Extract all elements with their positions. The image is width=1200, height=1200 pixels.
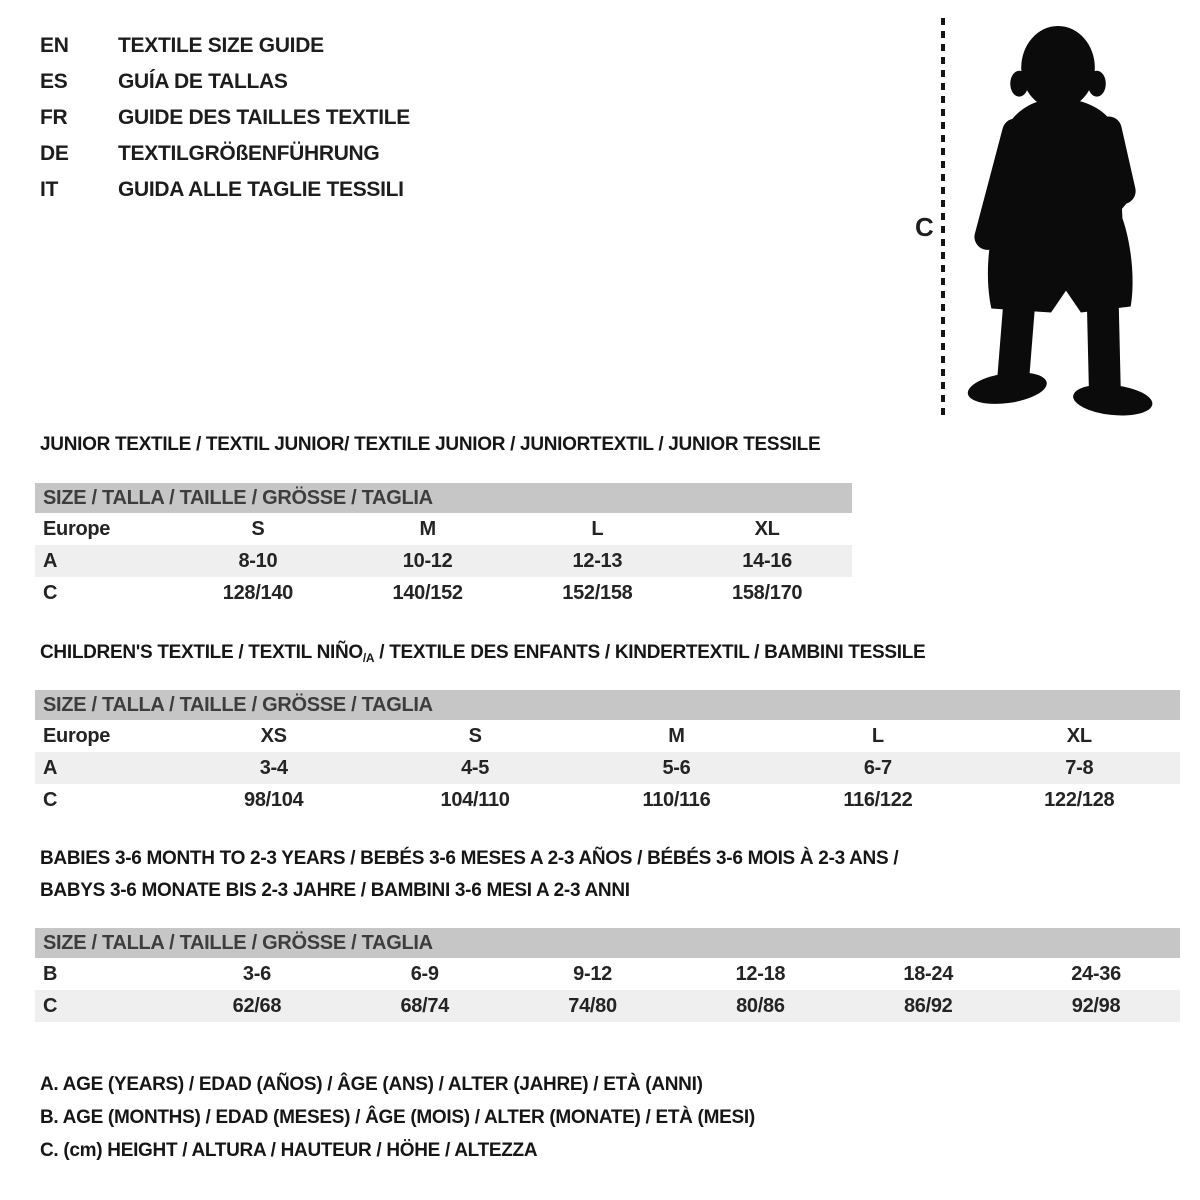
- row-label: C: [43, 788, 58, 811]
- height-dashed-line: [941, 18, 945, 416]
- size-cell: 3-6: [242, 962, 271, 985]
- size-cell: 9-12: [573, 962, 612, 985]
- size-cell: XL: [754, 517, 780, 540]
- size-cell: XS: [260, 724, 287, 747]
- language-label: TEXTILE SIZE GUIDE: [118, 34, 324, 57]
- size-cell: 152/158: [562, 581, 633, 604]
- size-cell: 116/122: [843, 788, 913, 811]
- size-cell: S: [468, 724, 482, 747]
- size-cell: 122/128: [1044, 788, 1115, 811]
- table-row: [35, 784, 1180, 816]
- children-title-sub: /A: [362, 651, 375, 665]
- size-cell: 74/80: [568, 994, 617, 1017]
- junior-section-title: JUNIOR TEXTILE / TEXTIL JUNIOR/ TEXTILE JUNIOR / JUNIORTEXTIL / JUNIOR TESSILE: [40, 434, 821, 455]
- table-row: [35, 720, 1180, 752]
- children-section-title: [40, 642, 925, 665]
- size-cell: 86/92: [903, 994, 953, 1017]
- row-label: C: [43, 994, 58, 1017]
- babies-size-header: SIZE / TALLA / TAILLE / GRÖSSE / TAGLIA: [35, 928, 1180, 958]
- size-cell: 6-7: [863, 756, 892, 779]
- size-cell: 4-5: [461, 756, 490, 779]
- table-row: [35, 577, 852, 609]
- size-cell: XL: [1066, 724, 1092, 747]
- language-code: IT: [40, 178, 59, 201]
- children-size-header: SIZE / TALLA / TAILLE / GRÖSSE / TAGLIA: [35, 690, 1180, 720]
- table-row: [35, 545, 852, 577]
- table-row: [35, 752, 1180, 784]
- size-cell: 158/170: [732, 581, 803, 604]
- language-code: FR: [40, 106, 68, 129]
- footnote-c: C. (cm) HEIGHT / ALTURA / HAUTEUR / HÖHE / ALTEZZA: [40, 1140, 538, 1161]
- toddler-silhouette-icon: [963, 20, 1163, 423]
- children-size-table: [35, 720, 1180, 816]
- footnote-a: A. AGE (YEARS) / EDAD (AÑOS) / ÂGE (ANS) / ALTER (JAHRE) / ETÀ (ANNI): [40, 1074, 703, 1095]
- language-label: GUÍA DE TALLAS: [118, 70, 288, 93]
- size-cell: 7-8: [1065, 756, 1094, 779]
- language-list: [40, 28, 410, 208]
- size-cell: 104/110: [440, 788, 510, 811]
- language-code: DE: [40, 142, 69, 165]
- size-cell: 18-24: [903, 962, 954, 985]
- babies-section-title-line2: BABYS 3-6 MONATE BIS 2-3 JAHRE / BAMBINI 3-6 MESI A 2-3 ANNI: [40, 880, 630, 901]
- language-label: GUIDE DES TAILLES TEXTILE: [118, 106, 410, 129]
- size-cell: 8-10: [238, 549, 278, 572]
- children-title-pre: CHILDREN'S TEXTILE / TEXTIL NIÑO: [40, 642, 363, 663]
- size-cell: 3-4: [259, 756, 288, 779]
- size-cell: S: [251, 517, 265, 540]
- size-cell: 62/68: [232, 994, 282, 1017]
- language-row: [40, 100, 410, 136]
- language-code: ES: [40, 70, 68, 93]
- footnote-legend: [40, 1068, 755, 1167]
- junior-table-block: [35, 483, 852, 609]
- language-row: [40, 28, 410, 64]
- table-row: [35, 990, 1180, 1022]
- language-row: [40, 64, 410, 100]
- row-label: A: [43, 756, 58, 779]
- size-cell: 6-9: [410, 962, 439, 985]
- junior-size-table: [35, 513, 852, 609]
- language-row: [40, 136, 410, 172]
- size-cell: 24-36: [1071, 962, 1121, 985]
- size-cell: 98/104: [244, 788, 304, 811]
- size-cell: 12-13: [572, 549, 623, 572]
- size-cell: 128/140: [222, 581, 293, 604]
- language-code: EN: [40, 34, 69, 57]
- babies-size-table: [35, 958, 1180, 1022]
- size-cell: 92/98: [1071, 994, 1121, 1017]
- row-label: B: [43, 962, 58, 985]
- babies-section-title-line1: BABIES 3-6 MONTH TO 2-3 YEARS / BEBÉS 3-6 MESES A 2-3 AÑOS / BÉBÉS 3-6 MOIS À 2-3 ANS /: [40, 848, 899, 869]
- size-cell: M: [668, 724, 685, 747]
- table-row: [35, 958, 1180, 990]
- size-cell: L: [871, 724, 884, 747]
- language-label: GUIDA ALLE TAGLIE TESSILI: [118, 178, 404, 201]
- size-cell: 10-12: [402, 549, 453, 572]
- size-cell: L: [591, 517, 604, 540]
- language-label: TEXTILGRÖßENFÜHRUNG: [118, 142, 380, 165]
- language-row: [40, 172, 410, 208]
- row-label: C: [43, 581, 58, 604]
- size-cell: 140/152: [392, 581, 463, 604]
- babies-table-block: [35, 928, 1180, 1022]
- children-title-post: / TEXTILE DES ENFANTS / KINDERTEXTIL / BAMBINI TESSILE: [374, 642, 926, 663]
- size-cell: 110/116: [642, 788, 711, 811]
- table-row: [35, 513, 852, 545]
- row-label: A: [43, 549, 58, 572]
- height-measure-label: C: [915, 212, 934, 242]
- size-cell: 5-6: [662, 756, 691, 779]
- size-cell: 12-18: [735, 962, 786, 985]
- row-label: Europe: [43, 724, 111, 747]
- footnote-b: B. AGE (MONTHS) / EDAD (MESES) / ÂGE (MOIS) / ALTER (MONATE) / ETÀ (MESI): [40, 1107, 755, 1128]
- row-label: Europe: [43, 517, 111, 540]
- size-cell: 68/74: [400, 994, 450, 1017]
- size-cell: M: [419, 517, 436, 540]
- junior-size-header: SIZE / TALLA / TAILLE / GRÖSSE / TAGLIA: [35, 483, 852, 513]
- size-cell: 14-16: [742, 549, 792, 572]
- children-table-block: [35, 690, 1180, 816]
- size-cell: 80/86: [736, 994, 785, 1017]
